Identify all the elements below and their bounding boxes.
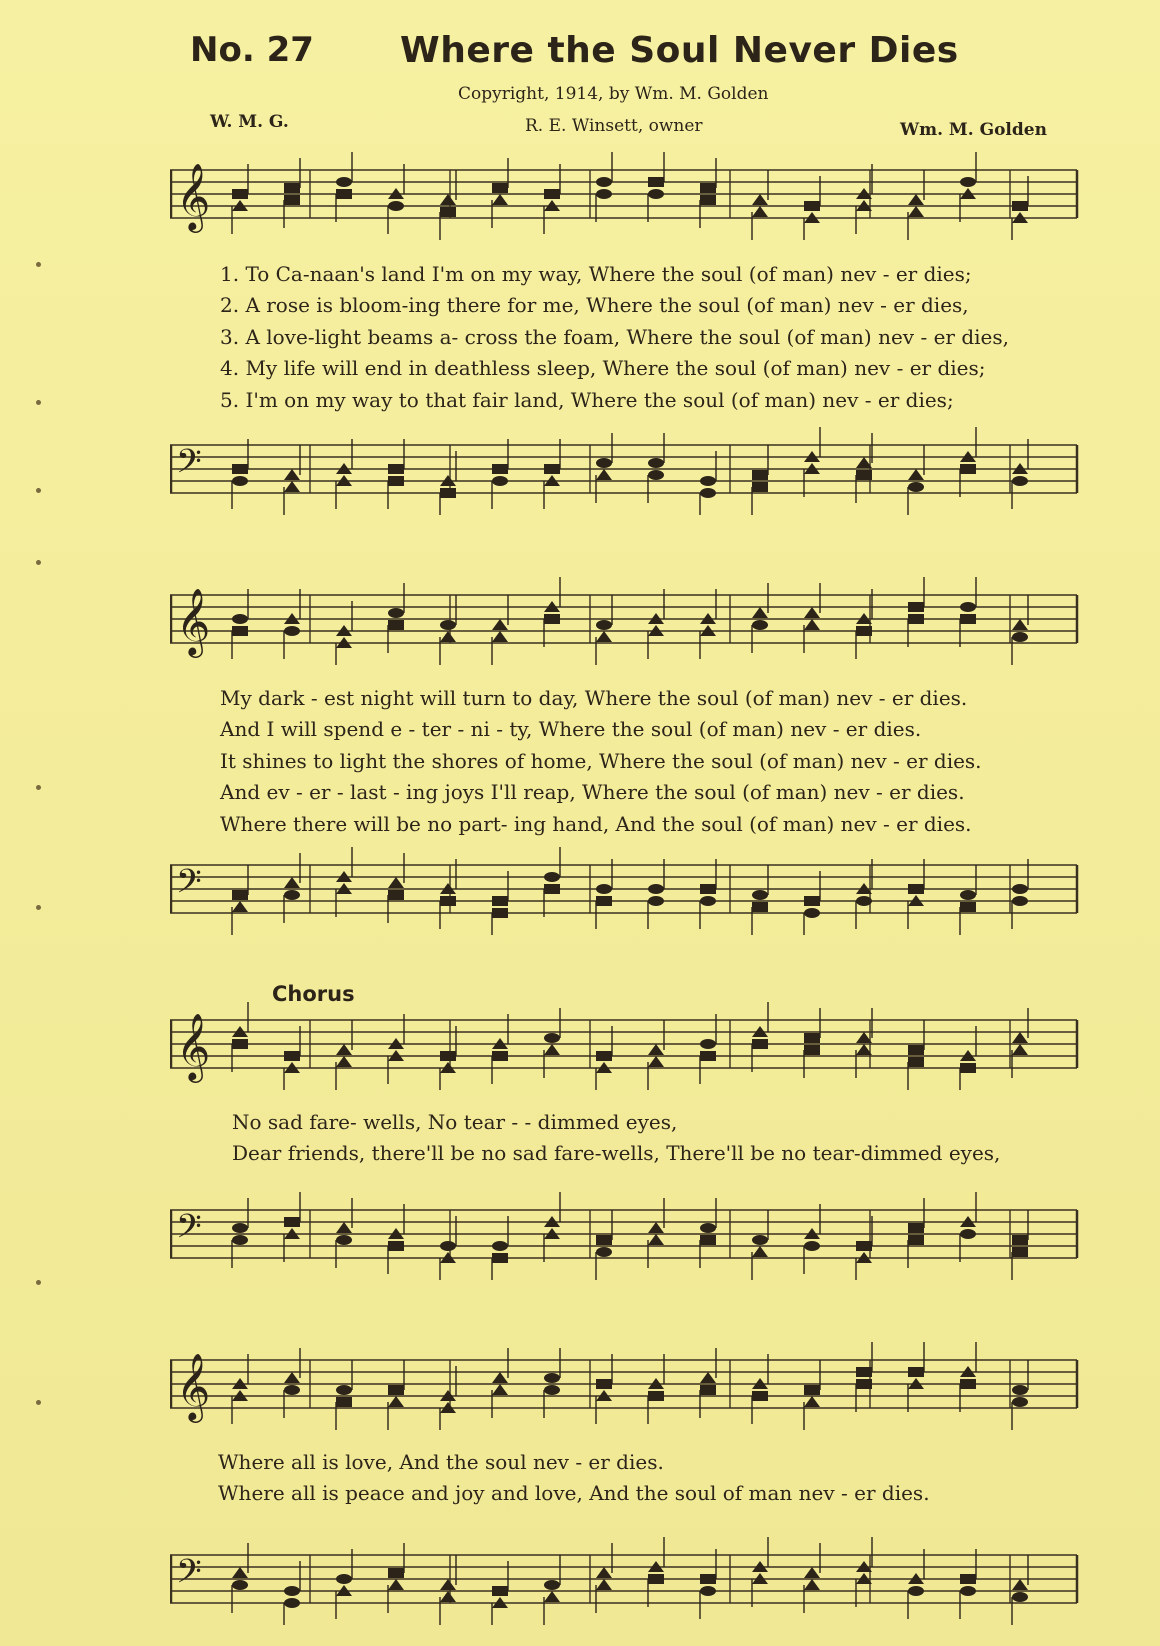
- lyric-line: No sad fare- wells, No tear - - dimmed eyes,: [232, 1110, 678, 1134]
- svg-text:𝄞: 𝄞: [176, 1352, 211, 1420]
- svg-text:𝄢: 𝄢: [176, 1208, 202, 1254]
- bass-staff-4: [170, 1535, 1085, 1625]
- lyric-line: Where all is peace and joy and love, And the soul of man nev - er dies.: [218, 1481, 930, 1505]
- lyric-line: And I will spend e - ter - ni - ty, Where the soul (of man) nev - er dies.: [220, 717, 922, 741]
- svg-text:𝄢: 𝄢: [176, 1553, 202, 1599]
- svg-text:𝄢: 𝄢: [176, 443, 202, 489]
- treble-staff-2: [170, 575, 1085, 665]
- bass-staff-3: [170, 1190, 1085, 1280]
- lyric-line: It shines to light the shores of home, Where the soul (of man) nev - er dies.: [220, 749, 982, 773]
- binding-holes: [36, 0, 46, 1646]
- svg-text:𝄞: 𝄞: [176, 162, 211, 230]
- hymn-title: Where the Soul Never Dies: [400, 30, 959, 71]
- copyright-line: Copyright, 1914, by Wm. M. Golden: [458, 84, 769, 104]
- lyric-line: Dear friends, there'll be no sad fare-wells, There'll be no tear-dimmed eyes,: [232, 1141, 1001, 1165]
- lyric-line: My dark - est night will turn to day, Where the soul (of man) nev - er dies.: [220, 686, 968, 710]
- lyric-line: 5. I'm on my way to that fair land, Where the soul (of man) nev - er dies;: [220, 388, 954, 412]
- svg-text:𝄞: 𝄞: [176, 587, 211, 655]
- treble-staff-3: [170, 1000, 1085, 1090]
- bass-staff-1: [170, 425, 1085, 515]
- bass-staff-2: [170, 845, 1085, 935]
- svg-text:𝄞: 𝄞: [176, 1012, 211, 1080]
- lyric-line: And ev - er - last - ing joys I'll reap, Where the soul (of man) nev - er dies.: [220, 780, 965, 804]
- treble-staff-4: [170, 1340, 1085, 1430]
- lyric-line: 3. A love-light beams a- cross the foam, Where the soul (of man) nev - er dies,: [220, 325, 1009, 349]
- lyric-line: 4. My life will end in deathless sleep, Where the soul (of man) nev - er dies;: [220, 356, 986, 380]
- hymn-number: No. 27: [190, 30, 314, 70]
- copyright-owner: R. E. Winsett, owner: [525, 116, 703, 136]
- svg-text:𝄢: 𝄢: [176, 863, 202, 909]
- lyric-line: Where there will be no part- ing hand, And the soul (of man) nev - er dies.: [220, 812, 972, 836]
- composer-name: Wm. M. Golden: [900, 120, 1047, 140]
- chorus-label: Chorus: [272, 982, 355, 1006]
- lyric-line: 1. To Ca-naan's land I'm on my way, Where the soul (of man) nev - er dies;: [220, 262, 972, 286]
- lyric-line: 2. A rose is bloom-ing there for me, Where the soul (of man) nev - er dies,: [220, 293, 969, 317]
- lyricist-initials: W. M. G.: [210, 112, 289, 132]
- lyric-line: Where all is love, And the soul nev - er dies.: [218, 1450, 664, 1474]
- treble-staff-1: [170, 150, 1085, 240]
